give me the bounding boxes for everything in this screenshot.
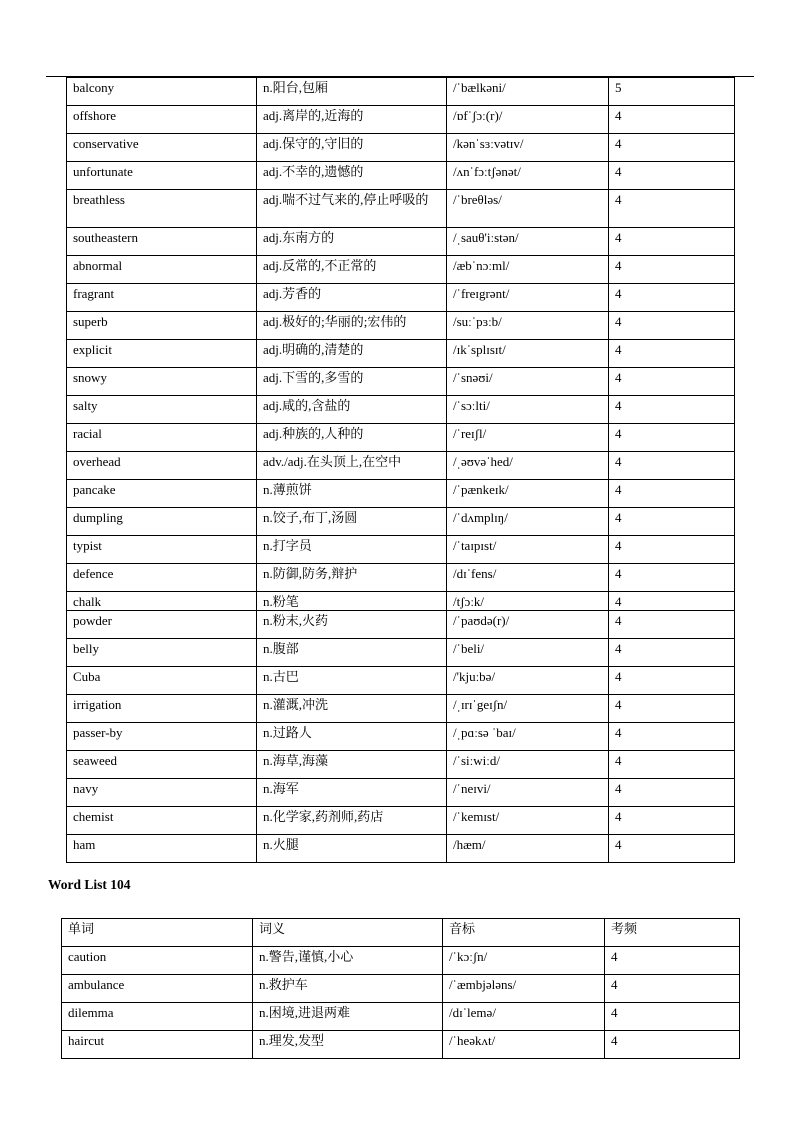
freq-cell: 4: [605, 1031, 740, 1059]
ipa-cell: /ˈdʌmplɪŋ/: [447, 508, 609, 536]
freq-cell: 4: [609, 779, 735, 807]
word-cell: explicit: [67, 340, 257, 368]
word-cell: powder: [67, 611, 257, 639]
ipa-cell: /ˈtaɪpɪst/: [447, 536, 609, 564]
word-cell: unfortunate: [67, 162, 257, 190]
ipa-cell: /'kjuːbə/: [447, 667, 609, 695]
ipa-cell: /ɒfˈʃɔː(r)/: [447, 106, 609, 134]
ipa-cell: /ˈreɪʃl/: [447, 424, 609, 452]
meaning-cell: n.救护车: [253, 975, 443, 1003]
meaning-cell: n.海军: [257, 779, 447, 807]
table-row: [67, 106, 735, 134]
ipa-cell: /ˌsauθ'iːstən/: [447, 228, 609, 256]
meaning-cell: n.火腿: [257, 835, 447, 863]
ipa-cell: /ˈkemɪst/: [447, 807, 609, 835]
word-cell: racial: [67, 424, 257, 452]
meaning-cell: n.灌溉,冲洗: [257, 695, 447, 723]
header-word: 单词: [62, 919, 253, 947]
word-cell: navy: [67, 779, 257, 807]
word-cell: ambulance: [62, 975, 253, 1003]
freq-cell: 4: [609, 564, 735, 592]
table-row: [67, 452, 735, 480]
table-row: [67, 639, 735, 667]
table-row: [67, 564, 735, 592]
word-cell: conservative: [67, 134, 257, 162]
table-row: [67, 807, 735, 835]
meaning-cell: adj.咸的,含盐的: [257, 396, 447, 424]
ipa-cell: /ˈpaʊdə(r)/: [447, 611, 609, 639]
freq-cell: 4: [609, 134, 735, 162]
ipa-cell: /dɪˈlemə/: [443, 1003, 605, 1031]
word-cell: dumpling: [67, 508, 257, 536]
table-row: [67, 190, 735, 228]
freq-cell: 4: [609, 536, 735, 564]
word-cell: caution: [62, 947, 253, 975]
ipa-cell: /ˈsiːwiːd/: [447, 751, 609, 779]
table-row: [67, 368, 735, 396]
meaning-cell: adj.反常的,不正常的: [257, 256, 447, 284]
word-cell: overhead: [67, 452, 257, 480]
header-freq: 考频: [605, 919, 740, 947]
ipa-cell: /ˌəʊvəˈhed/: [447, 452, 609, 480]
table-row: [67, 592, 735, 611]
table-row: [67, 134, 735, 162]
ipa-cell: /ˈpænkeɪk/: [447, 480, 609, 508]
freq-cell: 4: [609, 807, 735, 835]
word-cell: seaweed: [67, 751, 257, 779]
vocab-table-word-list-104: [61, 918, 740, 1059]
ipa-cell: /dɪˈfens/: [447, 564, 609, 592]
freq-cell: 4: [609, 312, 735, 340]
word-cell: ham: [67, 835, 257, 863]
freq-cell: 4: [609, 396, 735, 424]
word-cell: typist: [67, 536, 257, 564]
table-row: [67, 162, 735, 190]
header-ipa: 音标: [443, 919, 605, 947]
table-row: [67, 480, 735, 508]
meaning-cell: n.化学家,药剂师,药店: [257, 807, 447, 835]
meaning-cell: n.腹部: [257, 639, 447, 667]
meaning-cell: n.理发,发型: [253, 1031, 443, 1059]
freq-cell: 4: [609, 480, 735, 508]
meaning-cell: n.阳台,包厢: [257, 78, 447, 106]
meaning-cell: n.警告,谨慎,小心: [253, 947, 443, 975]
table-row: [67, 751, 735, 779]
freq-cell: 5: [609, 78, 735, 106]
meaning-cell: adj.种族的,人种的: [257, 424, 447, 452]
ipa-cell: /ˈkɔːʃn/: [443, 947, 605, 975]
table-row: [67, 340, 735, 368]
ipa-cell: /ˈsɔːlti/: [447, 396, 609, 424]
meaning-cell: adj.芳香的: [257, 284, 447, 312]
word-cell: passer-by: [67, 723, 257, 751]
freq-cell: 4: [605, 975, 740, 1003]
vocab-table-continued: [66, 77, 735, 863]
word-cell: offshore: [67, 106, 257, 134]
table-row: [62, 1003, 740, 1031]
meaning-cell: n.过路人: [257, 723, 447, 751]
freq-cell: 4: [609, 667, 735, 695]
meaning-cell: n.海草,海藻: [257, 751, 447, 779]
ipa-cell: /ˌpɑːsə ˈbaɪ/: [447, 723, 609, 751]
freq-cell: 4: [609, 228, 735, 256]
meaning-cell: adj.东南方的: [257, 228, 447, 256]
table-row: [67, 228, 735, 256]
freq-cell: 4: [609, 424, 735, 452]
meaning-cell: n.薄煎饼: [257, 480, 447, 508]
table-row: [62, 1031, 740, 1059]
ipa-cell: /ˈæmbjələns/: [443, 975, 605, 1003]
meaning-cell: n.打字员: [257, 536, 447, 564]
freq-cell: 4: [609, 256, 735, 284]
table-row: [67, 779, 735, 807]
table-row: [67, 78, 735, 106]
table-row: [67, 508, 735, 536]
freq-cell: 4: [609, 190, 735, 228]
table-row: [67, 723, 735, 751]
word-cell: breathless: [67, 190, 257, 228]
freq-cell: 4: [609, 452, 735, 480]
meaning-cell: adj.不幸的,遗憾的: [257, 162, 447, 190]
meaning-cell: n.饺子,布丁,汤圆: [257, 508, 447, 536]
table-row: [67, 396, 735, 424]
ipa-cell: /ˈbælkəni/: [447, 78, 609, 106]
table-row: [67, 835, 735, 863]
table-row: [67, 284, 735, 312]
freq-cell: 4: [609, 751, 735, 779]
freq-cell: 4: [609, 723, 735, 751]
meaning-cell: adj.下雪的,多雪的: [257, 368, 447, 396]
meaning-cell: adj.保守的,守旧的: [257, 134, 447, 162]
freq-cell: 4: [609, 592, 735, 611]
meaning-cell: adj.喘不过气来的,停止呼吸的: [257, 190, 447, 228]
meaning-cell: n.粉笔: [257, 592, 447, 611]
ipa-cell: /ˈbreθləs/: [447, 190, 609, 228]
freq-cell: 4: [605, 947, 740, 975]
word-cell: belly: [67, 639, 257, 667]
word-cell: superb: [67, 312, 257, 340]
meaning-cell: adj.离岸的,近海的: [257, 106, 447, 134]
freq-cell: 4: [605, 1003, 740, 1031]
ipa-cell: /tʃɔːk/: [447, 592, 609, 611]
word-cell: salty: [67, 396, 257, 424]
freq-cell: 4: [609, 106, 735, 134]
word-cell: haircut: [62, 1031, 253, 1059]
table-row: [67, 312, 735, 340]
ipa-cell: /ˈheəkʌt/: [443, 1031, 605, 1059]
freq-cell: 4: [609, 611, 735, 639]
freq-cell: 4: [609, 695, 735, 723]
ipa-cell: /ɪkˈsplɪsɪt/: [447, 340, 609, 368]
table-row: [62, 947, 740, 975]
ipa-cell: /æbˈnɔːml/: [447, 256, 609, 284]
table-row: [67, 695, 735, 723]
table-row: [67, 536, 735, 564]
word-cell: snowy: [67, 368, 257, 396]
ipa-cell: /ˈbeli/: [447, 639, 609, 667]
header-meaning: 词义: [253, 919, 443, 947]
freq-cell: 4: [609, 508, 735, 536]
freq-cell: 4: [609, 284, 735, 312]
meaning-cell: n.困境,进退两难: [253, 1003, 443, 1031]
table-header-row: [62, 919, 740, 947]
word-cell: abnormal: [67, 256, 257, 284]
word-cell: southeastern: [67, 228, 257, 256]
freq-cell: 4: [609, 639, 735, 667]
word-cell: chemist: [67, 807, 257, 835]
ipa-cell: /ˈsnəʊi/: [447, 368, 609, 396]
ipa-cell: /ˈneɪvi/: [447, 779, 609, 807]
ipa-cell: /suːˈpɜːb/: [447, 312, 609, 340]
table-row: [67, 611, 735, 639]
table-row: [67, 256, 735, 284]
word-cell: balcony: [67, 78, 257, 106]
ipa-cell: /ˈfreɪgrənt/: [447, 284, 609, 312]
meaning-cell: adv./adj.在头顶上,在空中: [257, 452, 447, 480]
freq-cell: 4: [609, 340, 735, 368]
ipa-cell: /ˌɪrɪˈgeɪʃn/: [447, 695, 609, 723]
word-cell: pancake: [67, 480, 257, 508]
word-cell: dilemma: [62, 1003, 253, 1031]
freq-cell: 4: [609, 835, 735, 863]
ipa-cell: /hæm/: [447, 835, 609, 863]
word-cell: defence: [67, 564, 257, 592]
meaning-cell: n.防御,防务,辩护: [257, 564, 447, 592]
freq-cell: 4: [609, 162, 735, 190]
section-title: Word List 104: [48, 877, 131, 892]
table-row: [67, 424, 735, 452]
table-row: [67, 667, 735, 695]
meaning-cell: adj.极好的;华丽的;宏伟的: [257, 312, 447, 340]
word-cell: irrigation: [67, 695, 257, 723]
word-cell: fragrant: [67, 284, 257, 312]
ipa-cell: /kənˈsɜːvətɪv/: [447, 134, 609, 162]
freq-cell: 4: [609, 368, 735, 396]
ipa-cell: /ʌnˈfɔːtʃənət/: [447, 162, 609, 190]
meaning-cell: n.古巴: [257, 667, 447, 695]
word-cell: Cuba: [67, 667, 257, 695]
word-cell: chalk: [67, 592, 257, 611]
meaning-cell: adj.明确的,清楚的: [257, 340, 447, 368]
table-row: [62, 975, 740, 1003]
meaning-cell: n.粉末,火药: [257, 611, 447, 639]
